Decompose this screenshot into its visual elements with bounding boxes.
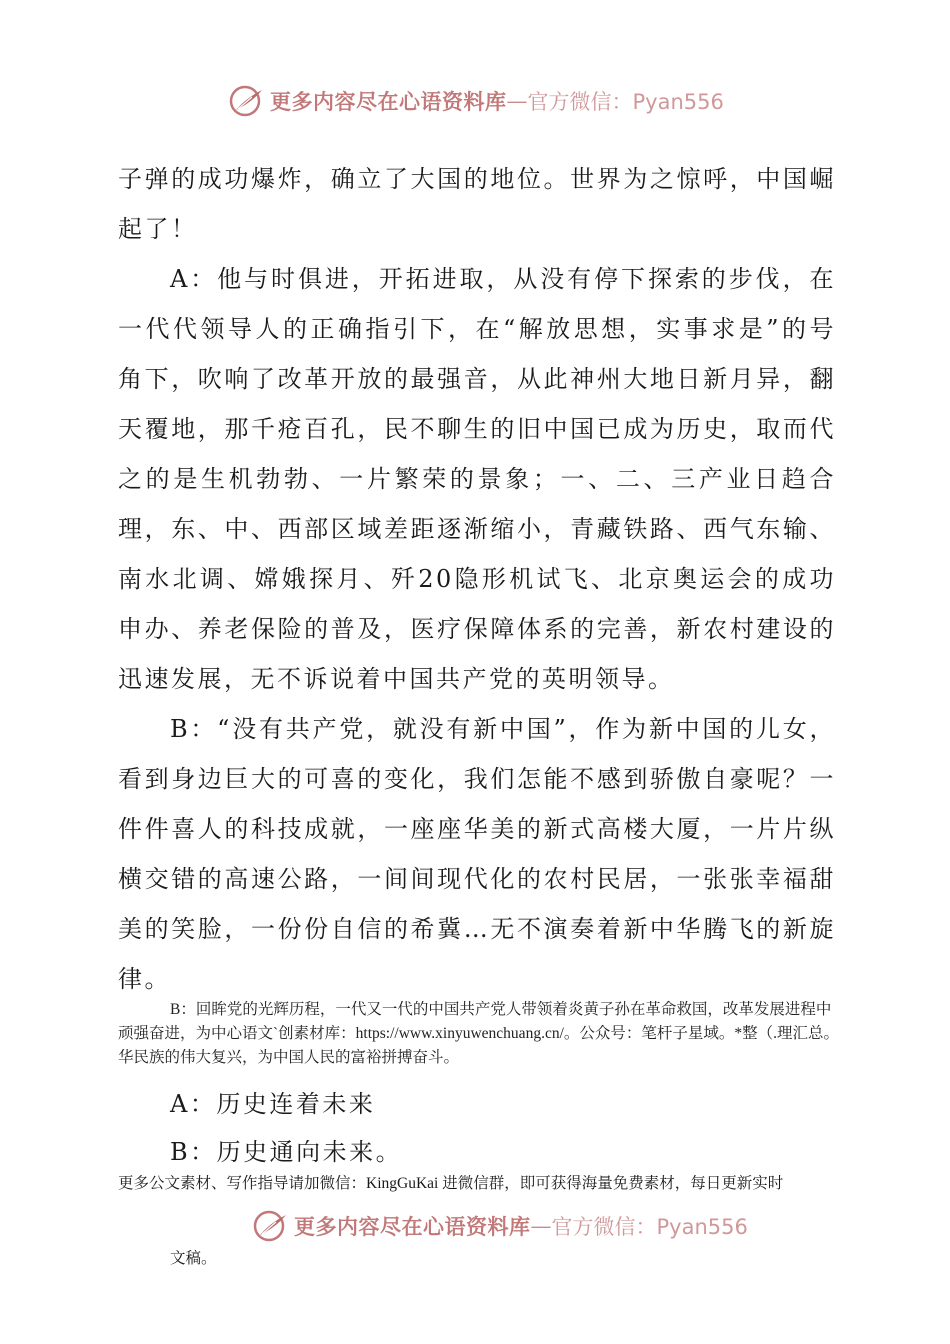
banner-wechat: 官方微信：Pyan556: [551, 1215, 748, 1239]
footer-banner: [252, 1209, 748, 1243]
footer-note: 更多公文素材、写作指导请加微信：KingGuKai 进微信群，即可获得海量免费素材，每日更新实时: [118, 1175, 784, 1192]
body-text: [118, 154, 836, 1004]
banner-brand: 更多内容尽在心语资料库: [294, 1214, 531, 1239]
banner-dash: —: [530, 1214, 552, 1238]
paragraph-3: B：“没有共产党，就没有新中国”，作为新中国的儿女，看到身边巨大的可喜的变化，我们怎能不感到骄傲自豪呢？一件件喜人的科技成就，一座座华美的新式高楼大厦，一片片纵横交错的高速公路，一间间现代化的农村民居，一张张幸福甜美的笑脸，一份份自信的希冀…无不演奏着新中华腾飞的新旋律。: [118, 715, 836, 993]
paragraph-1: 子弹的成功爆炸，确立了大国的地位。世界为之惊呼，中国崛起了！: [118, 165, 836, 243]
banner-wechat: 官方微信：Pyan556: [527, 90, 724, 114]
footer-tail: 文稿。: [170, 1250, 217, 1267]
dialog-line-a: A：历史连着未来: [170, 1090, 376, 1118]
paragraph-2: A：他与时俱进，开拓进取，从没有停下探索的步伐，在一代代领导人的正确指引下，在“解放思想，实事求是”的号角下，吹响了改革开放的最强音，从此神州大地日新月异，翻天覆地，那千疮百孔，民不聊生的旧中国已成为历史，取而代之的是生机勃勃、一片繁荣的景象；一、二、三产业日趋合理，东、中、西部区域差距逐渐缩小，青藏铁路、西气东输、南水北调、嫦娥探月、歼20隐形机试飞、北京奥运会的成功申办、养老保险的普及，医疗保障体系的完善，新农村建设的迅速发展，无不诉说着中国共产党的英明领导。: [118, 265, 836, 693]
quill-logo-icon: [228, 84, 266, 118]
small-note: [118, 998, 840, 1070]
small-note-text: B：回眸党的光辉历程，一代又一代的中国共产党人带领着炎黄子孙在革命救国，改革发展进程中顽强奋进，为中心语文`创素材库：https://www.xinyuwenchuang.cn/。公众号：笔杆子星域。*整（.理汇总。华民族的伟大复兴，为中国人民的富裕拼搏奋斗。: [118, 1001, 840, 1066]
header-banner: [228, 84, 724, 118]
banner-brand: 更多内容尽在心语资料库: [270, 89, 507, 114]
dialog-line-b: B：历史通向未来。: [170, 1138, 403, 1166]
banner-dash: —: [506, 89, 528, 113]
quill-logo-icon: [252, 1209, 290, 1243]
